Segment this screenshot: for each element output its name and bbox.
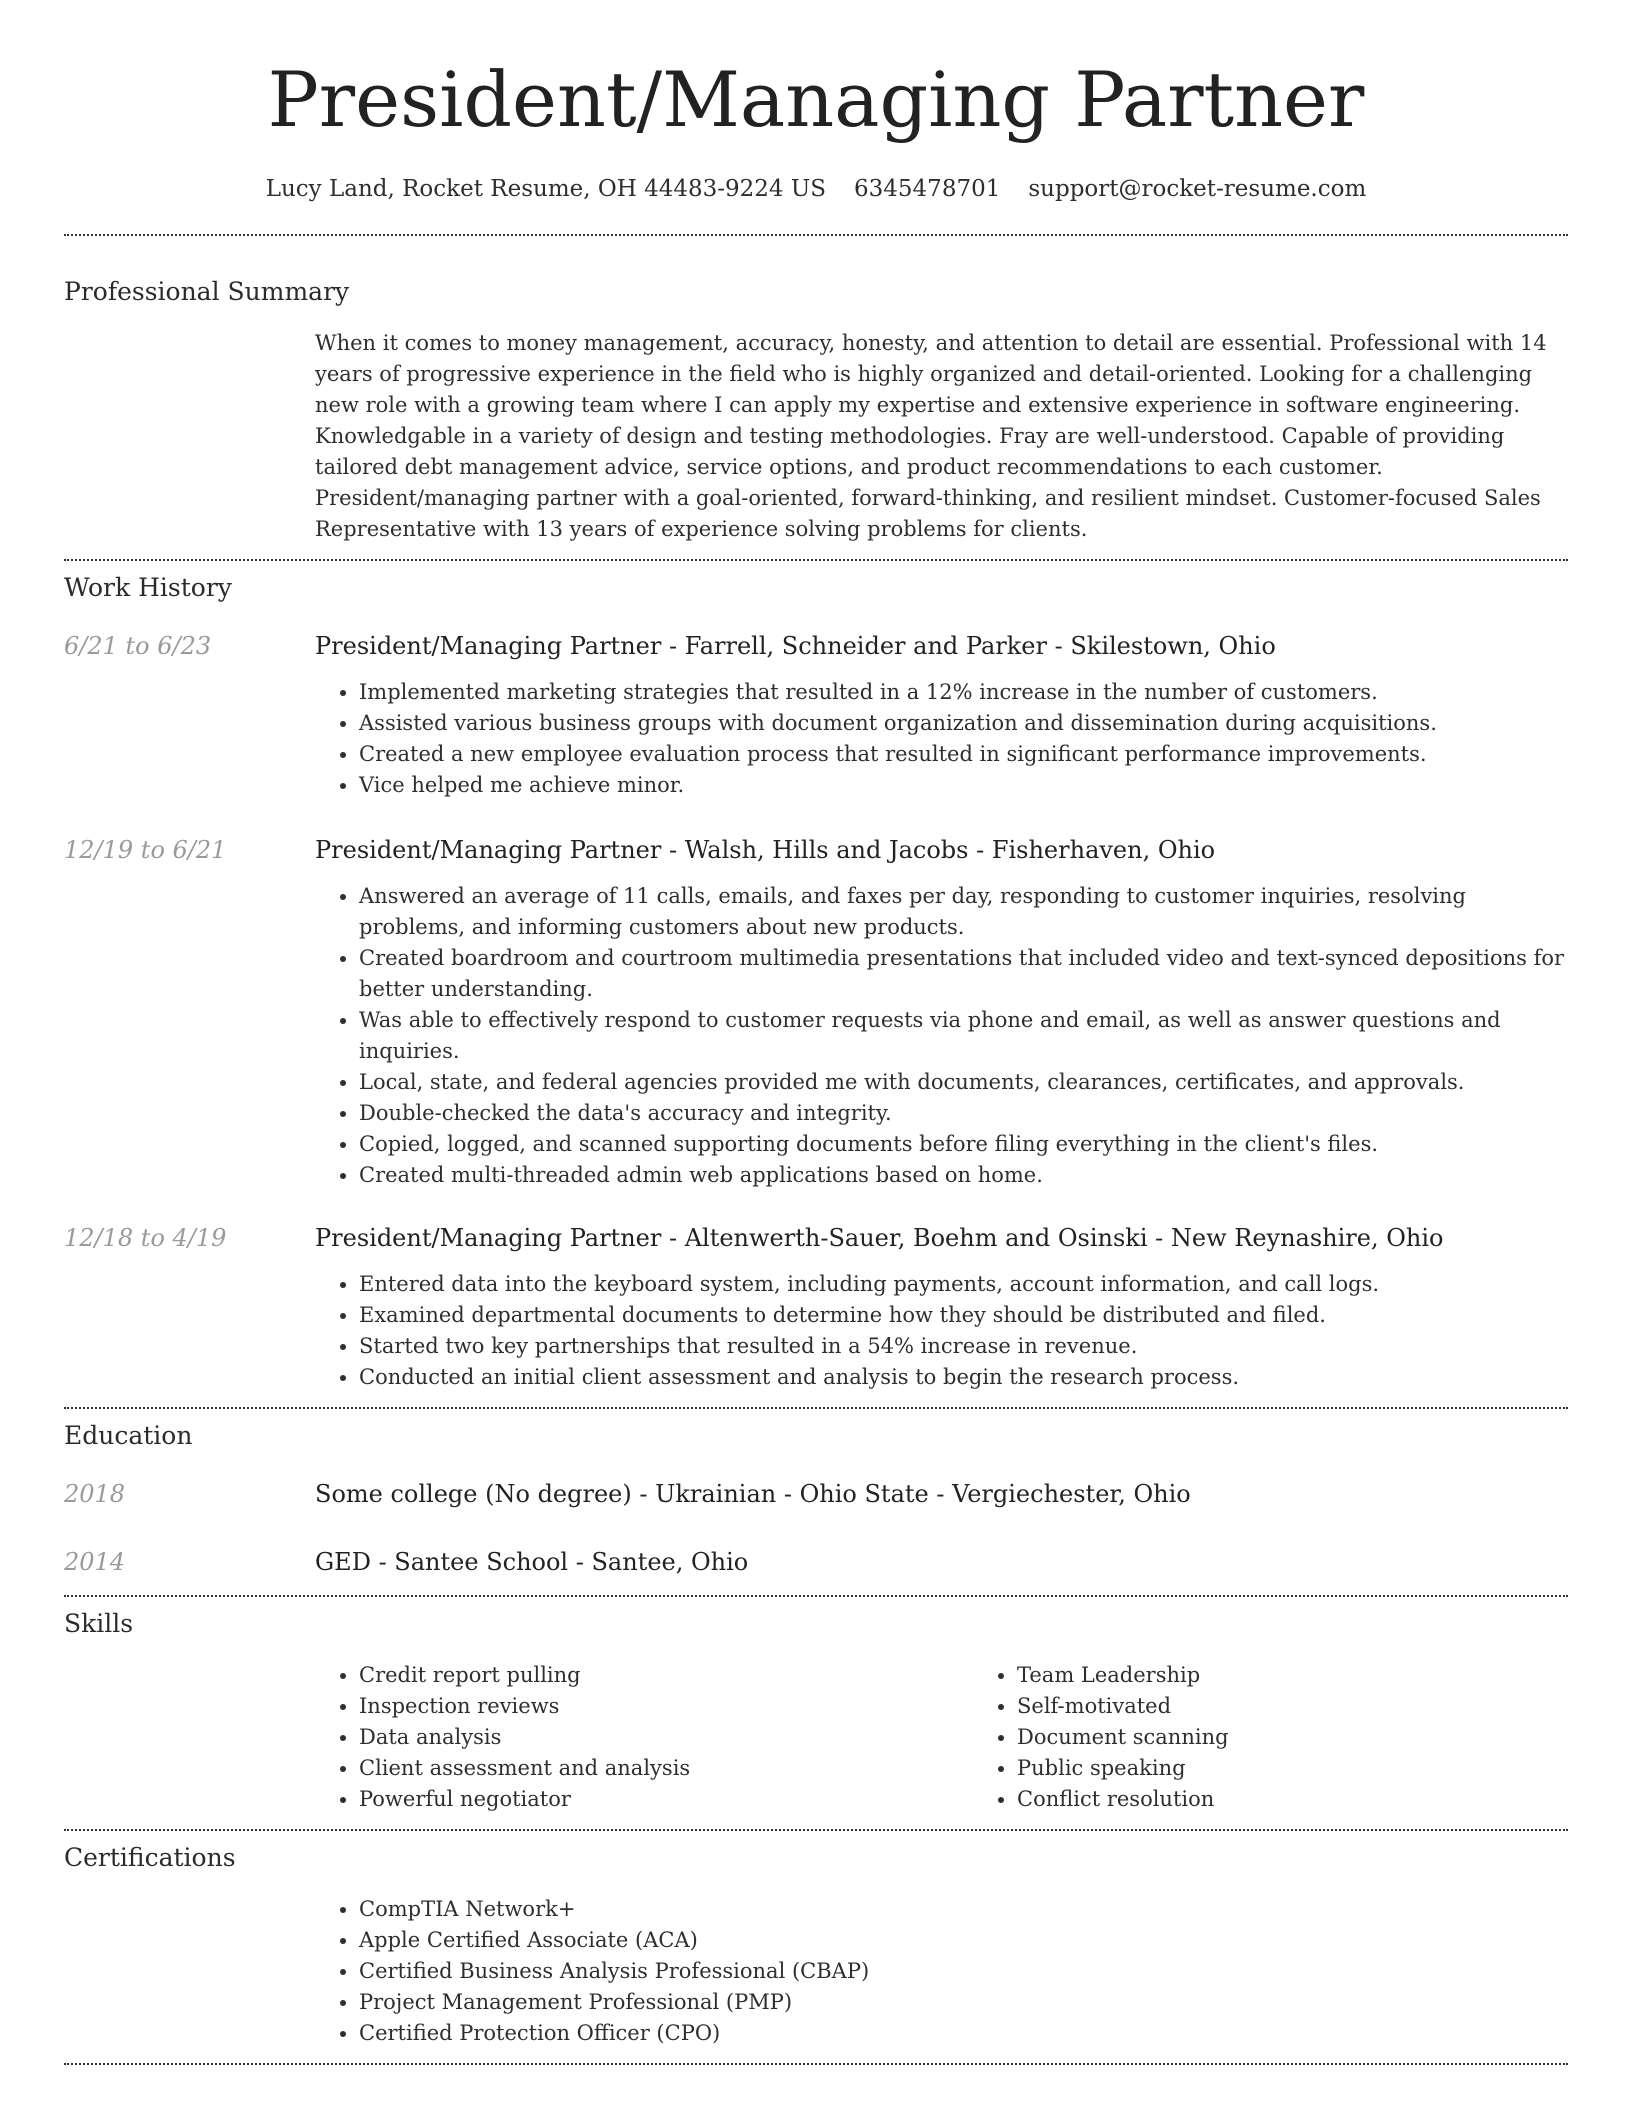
job-entry — [64, 630, 1568, 801]
education-entry — [64, 1546, 1568, 1578]
list-item: • Apple Certified Associate (ACA) — [359, 1925, 1568, 1956]
job-dates: 6/21 to 6/23 — [64, 632, 212, 660]
divider — [64, 234, 1568, 236]
job-heading: President/Managing Partner - Altenwerth-Sauer, Boehm and Osinski - New Reynashire, Ohio — [315, 1224, 1444, 1252]
work-history-heading: Work History — [64, 573, 232, 602]
education-text: Some college (No degree) - Ukrainian - Ohio State - Vergiechester, Ohio — [315, 1480, 1191, 1508]
job-dates: 12/18 to 4/19 — [64, 1224, 227, 1252]
list-item: • Entered data into the keyboard system, including payments, account information, and call logs. — [359, 1269, 1568, 1300]
list-item: • Document scanning — [1017, 1722, 1631, 1753]
list-item: • Powerful negotiator — [359, 1784, 973, 1815]
list-item: • Local, state, and federal agencies provided me with documents, clearances, certificates, and approvals. — [359, 1067, 1568, 1098]
skills-list-right — [973, 1660, 1631, 1815]
education-year: 2014 — [64, 1548, 126, 1576]
education-year: 2018 — [64, 1480, 126, 1508]
list-item: • Credit report pulling — [359, 1660, 973, 1691]
job-bullets — [315, 881, 1568, 1191]
list-item: • Implemented marketing strategies that resulted in a 12% increase in the number of customers. — [359, 677, 1568, 708]
job-entry — [64, 1222, 1568, 1393]
summary-heading: Professional Summary — [64, 277, 350, 306]
divider — [64, 1407, 1568, 1409]
summary-text: When it comes to money management, accuracy, honesty, and attention to detail are essential. Professional with 14 years of progressive experience in the field who is highly organized and detail-oriented. Looking for a challenging new role with a growing team where I can apply my expertise and extensive experience in software engineering. Knowledgable in a variety of design and testing methodologies. Fray are well-understood. Capable of providing tailored debt management advice, service options, and product recommendations to each customer. President/managing partner with a goal-oriented, forward-thinking, and resilient mindset. Customer-focused Sales Representative with 13 years of experience solving problems for clients. — [315, 331, 1547, 541]
divider — [64, 1829, 1568, 1831]
list-item: • Public speaking — [1017, 1753, 1631, 1784]
job-bullets — [315, 677, 1568, 801]
contact-phone: 6345478701 — [854, 176, 1001, 202]
contact-email[interactable]: support@rocket-resume.com — [1028, 176, 1367, 202]
skills-section — [64, 1608, 1568, 1815]
education-entry — [64, 1478, 1568, 1510]
list-item: • Copied, logged, and scanned supporting documents before filing everything in the client's files. — [359, 1129, 1568, 1160]
contact-address: Lucy Land, Rocket Resume, OH 44483-9224 US — [265, 176, 827, 202]
list-item: • Self-motivated — [1017, 1691, 1631, 1722]
list-item: • Examined departmental documents to determine how they should be distributed and filed. — [359, 1300, 1568, 1331]
divider — [64, 559, 1568, 561]
skills-list-left — [315, 1660, 973, 1815]
list-item: • Conflict resolution — [1017, 1784, 1631, 1815]
list-item: • Created multi-threaded admin web applications based on home. — [359, 1160, 1568, 1191]
list-item: • Double-checked the data's accuracy and integrity. — [359, 1098, 1568, 1129]
education-section — [64, 1420, 1568, 1578]
list-item: • Team Leadership — [1017, 1660, 1631, 1691]
certifications-list — [315, 1894, 1568, 2049]
list-item: • Created a new employee evaluation process that resulted in significant performance improvements. — [359, 739, 1568, 770]
divider — [64, 2063, 1568, 2065]
list-item: • Vice helped me achieve minor. — [359, 770, 1568, 801]
list-item: • Assisted various business groups with document organization and dissemination during acquisitions. — [359, 708, 1568, 739]
list-item: • Project Management Professional (PMP) — [359, 1987, 1568, 2018]
list-item: • Inspection reviews — [359, 1691, 973, 1722]
list-item: • Started two key partnerships that resulted in a 54% increase in revenue. — [359, 1331, 1568, 1362]
list-item: • Created boardroom and courtroom multimedia presentations that included video and text-synced depositions for better understanding. — [359, 943, 1568, 1005]
contact-info — [64, 174, 1568, 204]
certifications-section — [64, 1842, 1568, 2049]
skills-heading: Skills — [64, 1609, 134, 1638]
education-heading: Education — [64, 1421, 193, 1450]
summary-section — [64, 276, 1568, 545]
job-entry — [64, 834, 1568, 1191]
resume-title: President/Managing Partner — [267, 55, 1365, 144]
divider — [64, 1595, 1568, 1597]
certifications-heading: Certifications — [64, 1843, 236, 1872]
education-text: GED - Santee School - Santee, Ohio — [315, 1548, 749, 1576]
list-item: • Certified Protection Officer (CPO) — [359, 2018, 1568, 2049]
list-item: • CompTIA Network+ — [359, 1894, 1568, 1925]
job-dates: 12/19 to 6/21 — [64, 836, 227, 864]
list-item: • Certified Business Analysis Professional (CBAP) — [359, 1956, 1568, 1987]
list-item: • Client assessment and analysis — [359, 1753, 973, 1784]
job-heading: President/Managing Partner - Farrell, Schneider and Parker - Skilestown, Ohio — [315, 632, 1276, 660]
work-history-section — [64, 572, 1568, 1393]
list-item: • Was able to effectively respond to customer requests via phone and email, as well as answer questions and inquiries. — [359, 1005, 1568, 1067]
list-item: • Data analysis — [359, 1722, 973, 1753]
list-item: • Answered an average of 11 calls, emails, and faxes per day, responding to customer inquiries, resolving problems, and informing customers about new products. — [359, 881, 1568, 943]
job-bullets — [315, 1269, 1568, 1393]
list-item: • Conducted an initial client assessment and analysis to begin the research process. — [359, 1362, 1568, 1393]
job-heading: President/Managing Partner - Walsh, Hills and Jacobs - Fisherhaven, Ohio — [315, 836, 1216, 864]
